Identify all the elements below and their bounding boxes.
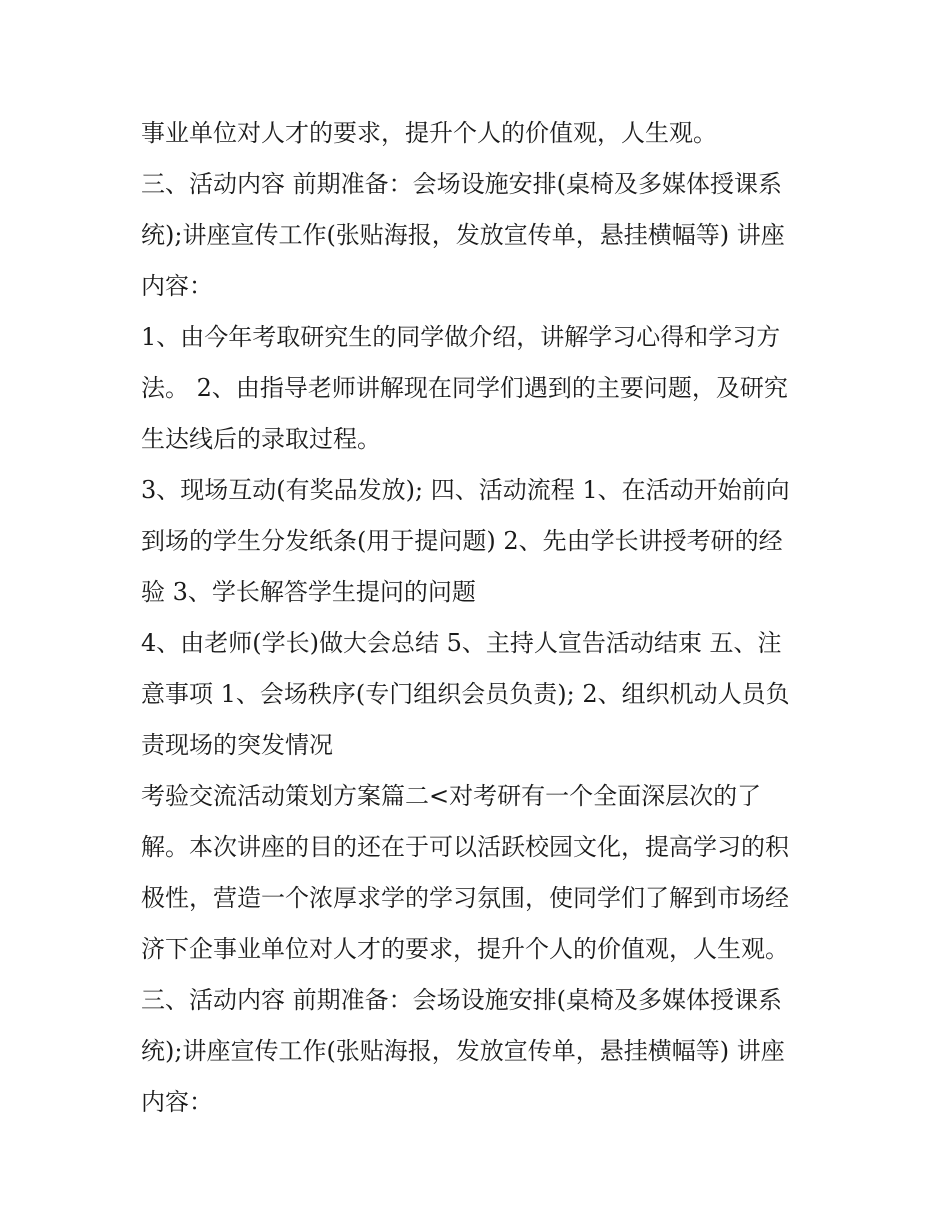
text-line: 生达线后的录取过程。 (141, 425, 381, 453)
text-line: 三、活动内容 前期准备：会场设施安排(桌椅及多媒体授课系 (141, 986, 782, 1014)
text-line: 验 3、学长解答学生提问的问题 (141, 578, 476, 606)
text-line: 内容： (141, 272, 213, 300)
text-line: 4、由老师(学长)做大会总结 5、主持人宣告活动结束 五、注 (141, 629, 782, 657)
text-line: 内容： (141, 1088, 213, 1116)
text-line: 责现场的突发情况 (141, 731, 333, 759)
text-line: 解。本次讲座的目的还在于可以活跃校园文化，提高学习的积 (141, 833, 789, 861)
text-line: 3、现场互动(有奖品发放); 四、活动流程 1、在活动开始前向 (141, 476, 790, 504)
text-line: 济下企事业单位对人才的要求，提升个人的价值观，人生观。 (141, 935, 789, 963)
text-line: 意事项 1、会场秩序(专门组织会员负责); 2、组织机动人员负 (141, 680, 790, 708)
text-line: 统);讲座宣传工作(张贴海报，发放宣传单，悬挂横幅等) 讲座 (141, 1037, 785, 1065)
text-line: 到场的学生分发纸条(用于提问题) 2、先由学长讲授考研的经 (141, 527, 783, 555)
document-body (141, 108, 821, 1128)
text-line: 极性，营造一个浓厚求学的学习氛围，使同学们了解到市场经 (141, 884, 789, 912)
text-line: 法。 2、由指导老师讲解现在同学们遇到的主要问题，及研究 (141, 374, 788, 402)
text-line: 三、活动内容 前期准备：会场设施安排(桌椅及多媒体授课系 (141, 170, 782, 198)
text-line: 1、由今年考取研究生的同学做介绍，讲解学习心得和学习方 (141, 323, 781, 351)
text-line: 事业单位对人才的要求，提升个人的价值观，人生观。 (141, 119, 717, 147)
section-heading-line: 考验交流活动策划方案篇二<对考研有一个全面深层次的了 (141, 782, 762, 810)
text-line: 统);讲座宣传工作(张贴海报，发放宣传单，悬挂横幅等) 讲座 (141, 221, 785, 249)
